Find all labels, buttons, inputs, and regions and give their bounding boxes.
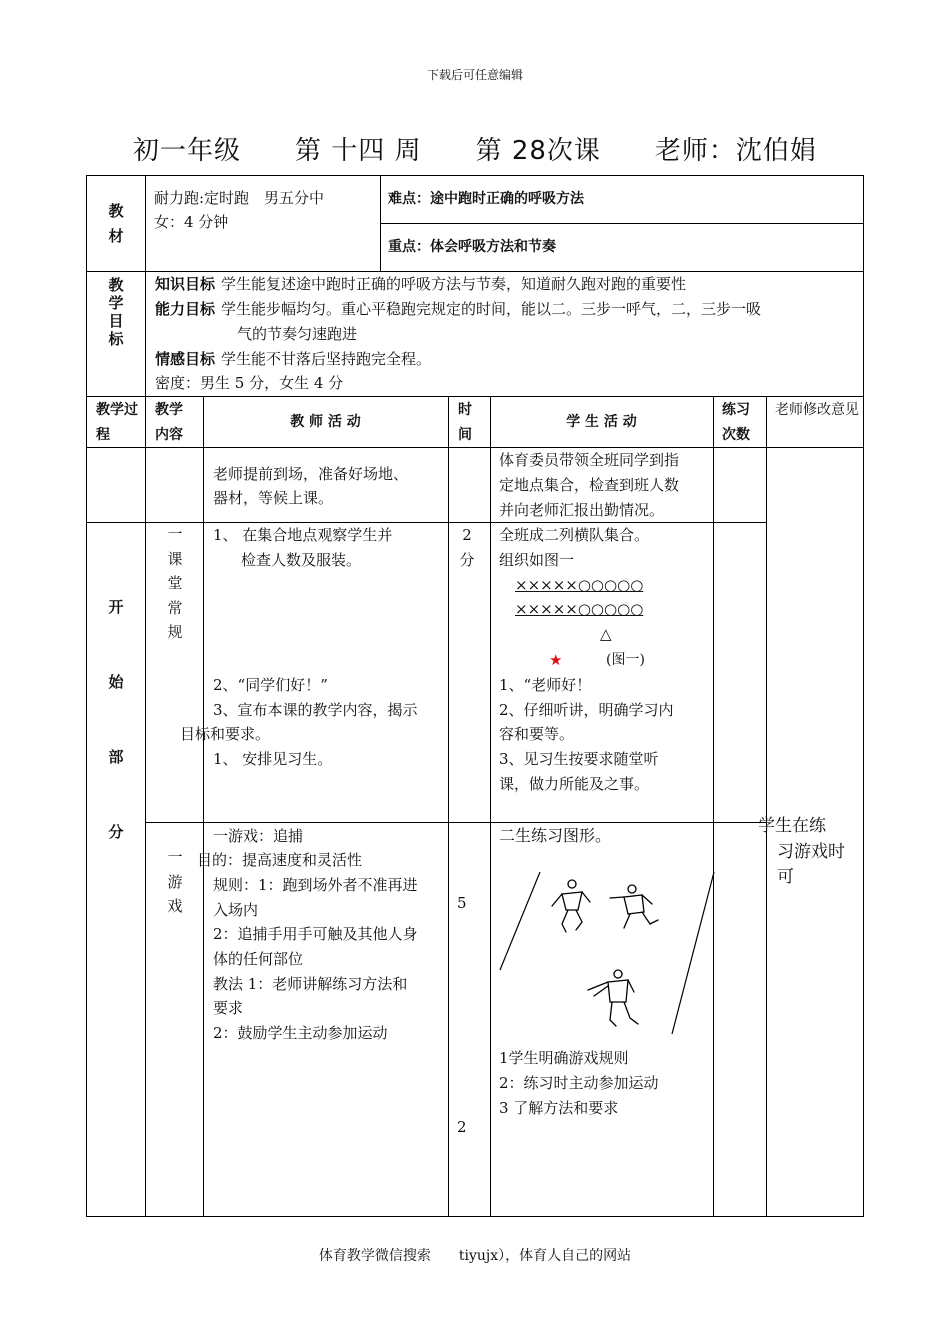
col-student: 学 生 活 动	[566, 414, 637, 430]
routine-student-2: 组织如图一	[499, 551, 575, 569]
density-text: 密度：男生 5 分，女生 4 分	[155, 374, 344, 392]
game-student-line1: 1学生明确游戏规则	[499, 1049, 629, 1067]
game-student-line2: 2：练习时主动参加运动	[499, 1074, 659, 1092]
material-label: 教材	[108, 202, 124, 245]
game-teacher-line8: 要求	[213, 999, 244, 1017]
knowledge-text: 学生能复述途中跑时正确的呼吸方法与节奏，知道耐久跑对跑的重要性	[221, 275, 687, 293]
objectives-label: 教学目标	[108, 276, 124, 348]
routine-student-4b: 容和要等。	[499, 725, 575, 743]
formation-row-2: ×××××○○○○○	[515, 600, 644, 618]
skill-tag: 能力目标	[155, 300, 216, 318]
material-content-line1: 耐力跑:定时跑 男五分中	[154, 189, 325, 207]
col-teacher: 教 师 活 动	[290, 414, 361, 430]
header-note: 下载后可任意编辑	[426, 68, 523, 82]
game-content: 一游戏	[167, 848, 183, 915]
knowledge-tag: 知识目标	[155, 275, 216, 293]
game-teacher-line9: 2：鼓励学生主动参加运动	[213, 1024, 388, 1042]
routine-student-3: 1、“老师好！	[499, 676, 592, 694]
game-modify-line2: 习游戏时	[777, 842, 845, 862]
game-teacher-line5: 2：追捕手用手可触及其他人身	[213, 925, 418, 943]
emotion-text: 学生能不甘落后坚持跑完全程。	[221, 350, 432, 368]
skill-text: 学生能步幅均匀。重心平稳跑完规定的时间，能以二。三步一呼气，二，三步一吸	[221, 300, 762, 318]
material-content-line2: 女：4 分钟	[154, 213, 229, 231]
prep-student-line3: 并向老师汇报出勤情况。	[499, 501, 665, 519]
game-time-2: 2	[457, 1118, 467, 1136]
routine-student-4a: 2、仔细听讲，明确学习内	[499, 701, 674, 719]
game-teacher-line7: 教法 1：老师讲解练习方法和	[213, 975, 408, 993]
routine-teacher-2: 2、“同学们好！”	[213, 676, 328, 694]
game-teacher-line3: 规则：1：跑到场外者不准再进	[213, 876, 418, 894]
col-content: 教学内容	[155, 402, 183, 443]
routine-student-1: 全班成二列横队集合。	[499, 526, 650, 544]
skill-text-2: 气的节奏匀速跑进	[237, 325, 358, 343]
game-modify-line3: 可	[777, 867, 794, 887]
game-modify-line1: 学生在练	[758, 816, 826, 836]
star-icon: ★	[549, 651, 563, 669]
prep-student-line2: 定地点集合，检查到班人数	[499, 476, 680, 494]
emotion-tag: 情感目标	[155, 350, 216, 368]
key-point-text: 重点：体会呼吸方法和节奏	[388, 239, 556, 255]
game-teacher-line2: 目的：提高速度和灵活性	[197, 851, 363, 869]
page-title: 初一年级 第 十四 周 第 28次课 老师：沈伯娟	[133, 136, 817, 166]
routine-teacher-3a: 3、宣布本课的教学内容，揭示	[213, 701, 418, 719]
prep-teacher-line1: 老师提前到场，准备好场地、	[213, 465, 409, 483]
routine-content: 一课堂常规	[167, 525, 183, 641]
col-modify: 老师修改意见	[775, 402, 859, 418]
col-time: 时间	[458, 402, 472, 443]
routine-teacher-4: 1、 安排见习生。	[213, 750, 333, 768]
prep-student-line1: 体育委员带领全班同学到指	[499, 451, 680, 469]
col-process: 教学过程	[96, 402, 138, 443]
game-student-line3: 3 了解方法和要求	[499, 1099, 619, 1117]
footer-note: 体育教学微信搜索 tiyujx），体育人自己的网站	[318, 1248, 632, 1264]
routine-student-5b: 课，做力所能及之事。	[499, 775, 650, 793]
figure-label: (图一)	[606, 652, 645, 668]
routine-teacher-1b: 检查人数及服装。	[241, 551, 362, 569]
routine-time: 2分	[459, 526, 475, 569]
prep-teacher-line2: 器材，等候上课。	[213, 489, 334, 507]
formation-row-1: ×××××○○○○○	[515, 576, 644, 594]
game-teacher-line1: 一游戏：追捕	[213, 827, 304, 845]
col-count: 练习次数	[722, 402, 750, 443]
game-time-1: 5	[457, 894, 467, 912]
section-start-label: 开始部分	[108, 598, 124, 841]
routine-student-5a: 3、见习生按要求随堂听	[499, 750, 659, 768]
game-teacher-line4: 入场内	[213, 901, 259, 919]
game-student-head: 二生练习图形。	[499, 826, 612, 845]
difficulty-text: 难点：途中跑时正确的呼吸方法	[388, 191, 584, 207]
triangle-icon: △	[600, 625, 612, 643]
players-illustration	[492, 862, 717, 1047]
routine-teacher-3b: 目标和要求。	[180, 725, 271, 743]
routine-teacher-1a: 1、 在集合地点观察学生并	[213, 526, 393, 544]
game-teacher-line6: 体的任何部位	[213, 950, 304, 968]
